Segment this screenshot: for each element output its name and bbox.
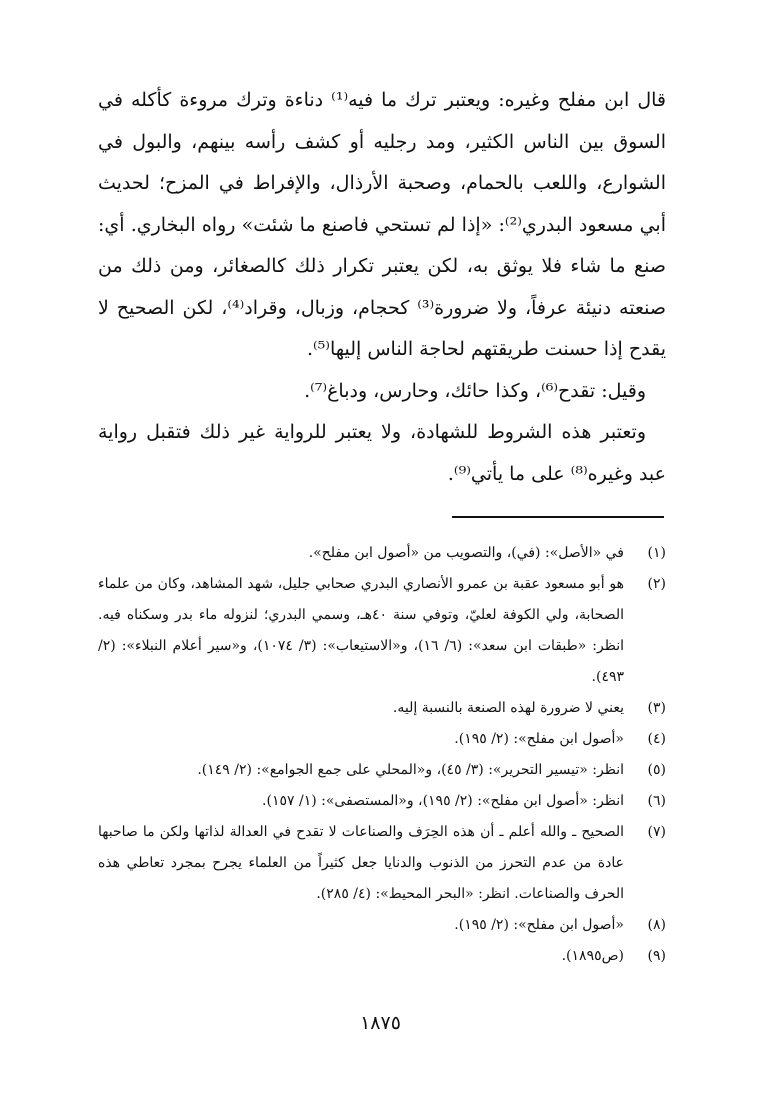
paragraph-3: وتعتبر هذه الشروط للشهادة، ولا يعتبر للرواية غير ذلك فتقبل رواية عبد وغيره⁽⁸⁾ على ما يأتي⁽⁹⁾. bbox=[98, 421, 666, 485]
footnote-2 bbox=[98, 569, 666, 693]
footnote-text: «أصول ابن مفلح»: (٢/ ١٩٥). bbox=[454, 917, 624, 933]
footnote-7 bbox=[98, 817, 666, 910]
footnote-number: (٨) bbox=[647, 917, 666, 933]
footnote-text: يعني لا ضرورة لهذه الصنعة بالنسبة إليه. bbox=[392, 700, 624, 716]
footnote-text: انظر: «تيسير التحرير»: (٣/ ٤٥)، و«المحلي على جمع الجوامع»: (٢/ ١٤٩). bbox=[197, 762, 624, 778]
footnote-6 bbox=[98, 786, 666, 817]
footnote-8 bbox=[98, 910, 666, 941]
footnote-text: هو أبو مسعود عقبة بن عمرو الأنصاري البدري صحابي جليل، شهد المشاهد، وكان من علماء الصحابة، ولي الكوفة لعليّ، وتوفي سنة ٤٠هـ، وسمي البدري؛ لنزوله ماء بدر وسكناه فيه. انظر: «طبقات ابن سعد»: (٦/ ١٦)، و«الاستيعاب»: (٣/ ١٠٧٤)، و«سير أعلام النبلاء»: (٢/ ٤٩٣). bbox=[98, 576, 625, 685]
footnote-separator bbox=[452, 516, 664, 518]
footnote-number: (٤) bbox=[647, 731, 666, 747]
footnote-4 bbox=[98, 724, 666, 755]
footnote-3 bbox=[98, 693, 666, 724]
page-number: ١٨٧٥ bbox=[360, 1012, 401, 1034]
footnote-number: (٢) bbox=[647, 576, 666, 592]
footnote-number: (٧) bbox=[647, 824, 666, 840]
paragraph-1: قال ابن مفلح وغيره: ويعتبر ترك ما فيه⁽¹⁾ دناءة وترك مروءة كأكله في السوق بين الناس الكثير، ومد رجليه أو كشف رأسه بينهم، والبول في الشوارع، واللعب بالحمام، وصحبة الأرذال، والإفراط في المزح؛ لحديث أبي مسعود البدري⁽²⁾: «إذا لم تستحي فاصنع ما شئت» رواه البخاري. أي: صنع ما شاء فلا يوثق به، لكن يعتبر تكرار ذلك كالصغائر، ومن ذلك من صنعته دنيئة عرفاً، ولا ضرورة⁽³⁾ كحجام، وزبال، وقراد⁽⁴⁾، لكن الصحيح لا يقدح إذا حسنت طريقتهم لحاجة الناس إليها⁽⁵⁾. bbox=[98, 89, 667, 360]
footnote-number: (٣) bbox=[647, 700, 666, 716]
footnote-number: (٩) bbox=[647, 948, 666, 964]
footnote-text: الصحيح ـ والله أعلم ـ أن هذه الحِرَف والصناعات لا تقدح في العدالة لذاتها ولكن ما صاحبها عادة من عدم التحرز من الذنوب والدنايا جعل كثيراً من العلماء يجرح بمجرد تعاطي هذه الحرف والصناعات. انظر: «البحر المحيط»: (٤/ ٢٨٥). bbox=[98, 824, 624, 902]
footnote-number: (٦) bbox=[647, 793, 666, 809]
footnote-text: «أصول ابن مفلح»: (٢/ ١٩٥). bbox=[454, 731, 624, 747]
footnote-5 bbox=[98, 755, 666, 786]
footnotes bbox=[98, 538, 666, 972]
main-text bbox=[98, 80, 666, 495]
footnote-9 bbox=[98, 941, 666, 972]
footnote-number: (١) bbox=[647, 545, 666, 561]
footnote-1 bbox=[98, 538, 666, 569]
footnote-text: انظر: «أصول ابن مفلح»: (٢/ ١٩٥)، و«المستصفى»: (١/ ١٥٧). bbox=[262, 793, 624, 809]
footnote-number: (٥) bbox=[647, 762, 666, 778]
paragraph-2: وقيل: تقدح⁽⁶⁾، وكذا حائك، وحارس، ودباغ⁽⁷⁾. bbox=[304, 379, 646, 402]
footnote-text: (ص١٨٩٥). bbox=[561, 948, 624, 964]
footnote-text: في «الأصل»: (في)، والتصويب من «أصول ابن مفلح». bbox=[308, 545, 624, 561]
